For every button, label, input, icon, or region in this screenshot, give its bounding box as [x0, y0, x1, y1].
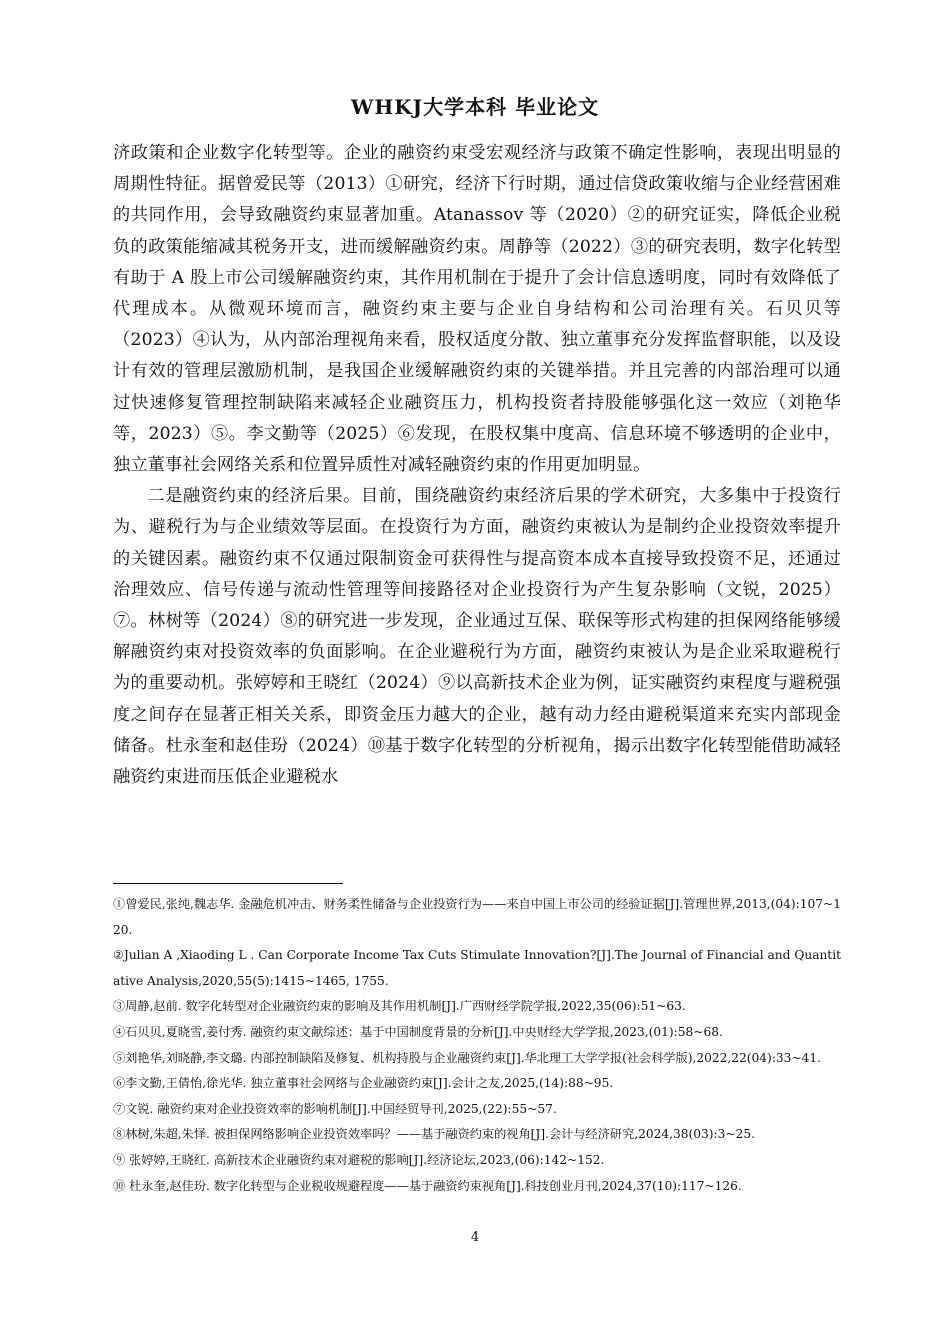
footnote: ⑦文锐. 融资约束对企业投资效率的影响机制[J].中国经贸导刊,2025,(22):55~57.	[113, 1101, 557, 1116]
footnote-divider	[113, 883, 343, 884]
footnote: ⑧林树,朱超,朱怿. 被担保网络影响企业投资效率吗？——基于融资约束的视角[J].会计与经济研究,2024,38(03):3~25.	[113, 1127, 756, 1142]
footnote: ⑤刘艳华,刘晓静,李文璐. 内部控制缺陷及修复、机构持股与企业融资约束[J].华北理工大学学报(社会科学版),2022,22(04):33~41.	[113, 1050, 822, 1065]
footnote: ④石贝贝,夏晓雪,姜付秀. 融资约束文献综述：基于中国制度背景的分析[J].中央财经大学学报,2023,(01):58~68.	[113, 1024, 723, 1039]
page-number: 4	[470, 1230, 480, 1245]
footnote: ③周静,赵前. 数字化转型对企业融资约束的影响及其作用机制[J].广西财经学院学报,2022,35(06):51~63.	[113, 999, 686, 1014]
body-paragraph: 二是融资约束的经济后果。目前，围绕融资约束经济后果的学术研究，大多集中于投资行为、避税行为与企业绩效等层面。在投资行为方面，融资约束被认为是制约企业投资效率提升的关键因素。融资约束不仅通过限制资金可获得性与提高资本成本直接导致投资不足，还通过治理效应、信号传递与流动性管理等间接路径对企业投资行为产生复杂影响（文锐，2025）⑦。林树等（2024）⑧的研究进一步发现，企业通过互保、联保等形式构建的担保网络能够缓解融资约束对投资效率的负面影响。在企业避税行为方面，融资约束被认为是企业采取避税行为的重要动机。张婷婷和王晓红（2024）⑨以高新技术企业为例，证实融资约束程度与避税强度之间存在显著正相关关系，即资金压力越大的企业，越有动力经由避税渠道来充实内部现金储备。杜永奎和赵佳玢（2024）⑩基于数字化转型的分析视角，揭示出数字化转型能借助减轻融资约束进而压低企业避税水	[113, 486, 841, 788]
footnote: ⑨ 张婷婷,王晓红. 高新技术企业融资约束对避税的影响[J].经济论坛,2023,(06):142~152.	[113, 1152, 605, 1167]
page-header: WHKJ大学本科 毕业论文	[350, 95, 600, 119]
footnote: ⑥李文勤,王倩怡,徐光华. 独立董事社会网络与企业融资约束[J].会计之友,2025,(14):88~95.	[113, 1076, 614, 1091]
footnotes	[113, 892, 841, 1199]
footnote: ⑩ 杜永奎,赵佳玢. 数字化转型与企业税收规避程度——基于融资约束视角[J].科技创业月刊,2024,37(10):117~126.	[113, 1178, 742, 1193]
footnote: ②Julian A ,Xiaoding L . Can Corporate Income Tax Cuts Stimulate Innovation?[J].The Journal of Financial and Quantitative Analysis,2020,55(5):1415~1465, 1755.	[113, 948, 841, 988]
footnote: ①曾爱民,张纯,魏志华. 金融危机冲击、财务柔性储备与企业投资行为——来自中国上市公司的经验证据[J].管理世界,2013,(04):107~120.	[113, 897, 841, 937]
body-paragraph: 济政策和企业数字化转型等。企业的融资约束受宏观经济与政策不确定性影响，表现出明显的周期性特征。据曾爱民等（2013）①研究，经济下行时期，通过信贷政策收缩与企业经营困难的共同作用，会导致融资约束显著加重。Atanassov 等（2020）②的研究证实，降低企业税负的政策能缩减其税务开支，进而缓解融资约束。周静等（2022）③的研究表明，数字化转型有助于 A 股上市公司缓解融资约束，其作用机制在于提升了会计信息透明度，同时有效降低了代理成本。从微观环境而言，融资约束主要与企业自身结构和公司治理有关。石贝贝等（2023）④认为，从内部治理视角来看，股权适度分散、独立董事充分发挥监督职能，以及设计有效的管理层激励机制，是我国企业缓解融资约束的关键举措。并且完善的内部治理可以通过快速修复管理控制缺陷来减轻企业融资压力，机构投资者持股能够强化这一效应（刘艳华等，2023）⑤。李文勤等（2025）⑥发现，在股权集中度高、信息环境不够透明的企业中，独立董事社会网络关系和位置异质性对减轻融资约束的作用更加明显。	[113, 143, 841, 476]
body-text	[113, 138, 841, 793]
